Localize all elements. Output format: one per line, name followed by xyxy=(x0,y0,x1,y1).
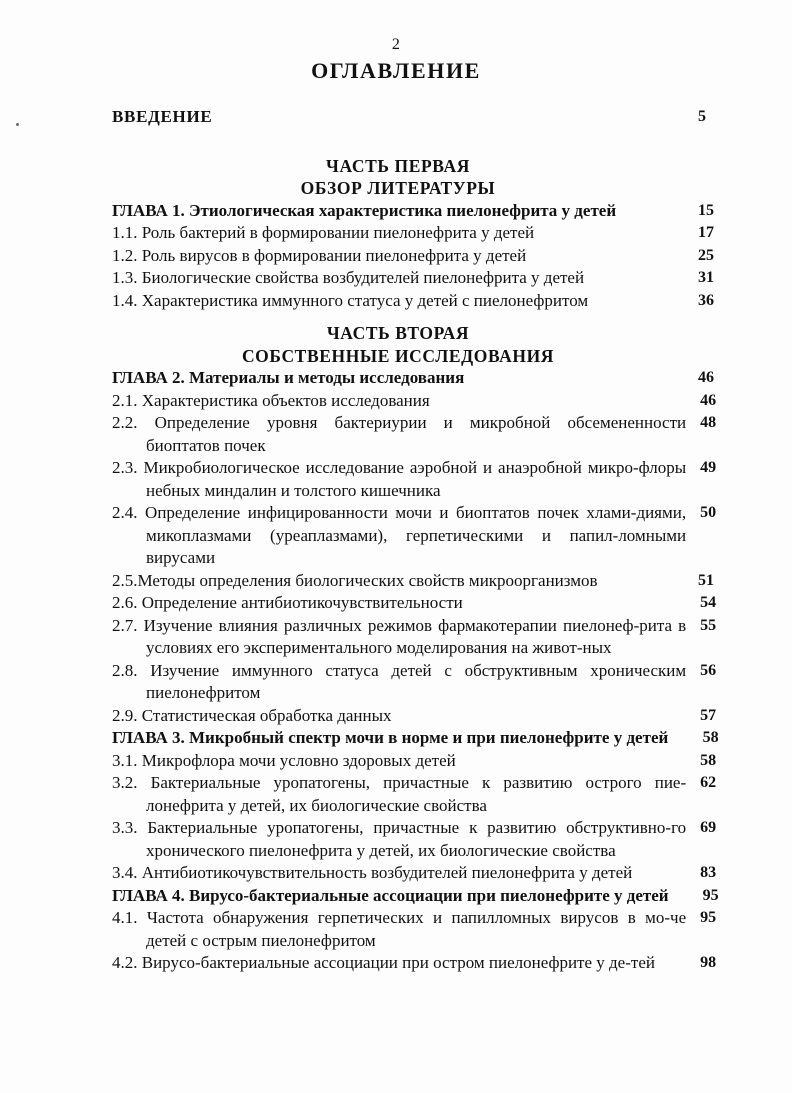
toc-entry-page: 95 xyxy=(702,886,719,904)
spacer xyxy=(112,312,736,320)
toc-entry-page: 15 xyxy=(698,201,714,219)
toc-entry-page: 58 xyxy=(700,751,717,769)
toc-entry-page: 49 xyxy=(700,459,717,476)
toc-entry-label: 4.1. Частота обнаружения герпетических и папилломных вирусов в мо-че детей с острым пиелонефритом xyxy=(112,908,687,950)
part-two-headings xyxy=(112,322,736,367)
toc-entry-label: 1.3. Биологические свойства возбудителей пиелонефрита у детей xyxy=(112,268,585,287)
toc-entry-label: 2.7. Изучение влияния различных режимов фармакотерапии пиелонеф-рита в условиях его экспериментального моделирования на живот-ных xyxy=(112,615,687,657)
table-of-contents xyxy=(112,106,736,975)
toc-entry-chapter-2[interactable] xyxy=(112,367,736,390)
toc-entry-label: 3.2. Бактериальные уропатогены, причастные к развитию острого пие-лонефрита у детей, их биологические свойства xyxy=(112,773,687,815)
toc-entry-1-4[interactable] xyxy=(112,290,736,313)
toc-entry-introduction[interactable] xyxy=(112,106,736,129)
toc-entry-label: ГЛАВА 4. Вирусо-бактериальные ассоциации при пиелонефрите у детей xyxy=(112,885,669,905)
toc-entry-page: 95 xyxy=(700,909,717,926)
toc-entry-page: 17 xyxy=(698,224,714,241)
toc-entry-label: 1.4. Характеристика иммунного статуса у детей с пиелонефритом xyxy=(112,290,589,310)
toc-entry-page: 62 xyxy=(700,774,717,791)
toc-entry-page: 48 xyxy=(700,414,717,431)
toc-entry-3-1[interactable] xyxy=(112,750,736,773)
toc-entry-3-3[interactable] xyxy=(112,817,736,862)
toc-entry-page: 57 xyxy=(700,706,717,724)
toc-entry-label: 2.5.Методы определения биологических свойств микроорганизмов xyxy=(112,570,598,590)
toc-entry-2-6[interactable] xyxy=(112,592,736,615)
toc-entry-page: 54 xyxy=(700,594,717,611)
toc-entry-2-9[interactable] xyxy=(112,705,736,728)
toc-entry-1-1[interactable] xyxy=(112,222,736,245)
toc-entry-2-5[interactable] xyxy=(112,570,736,593)
page-number-header: 2 xyxy=(391,36,401,53)
toc-entry-label: 2.1. Характеристика объектов исследования xyxy=(112,390,430,410)
toc-entry-2-1[interactable] xyxy=(112,390,736,413)
toc-entry-label: 4.2. Вирусо-бактериальные ассоциации при остром пиелонефрите у де-тей xyxy=(112,953,655,972)
toc-entry-label: ГЛАВА 1. Этиологическая характеристика пиелонефрита у детей xyxy=(112,200,617,220)
toc-entry-label: ВВЕДЕНИЕ xyxy=(112,107,213,126)
toc-entry-label: 3.3. Бактериальные уропатогены, причастные к развитию обструктивно-го хронического пиелонефрита у детей, их биологические свойства xyxy=(112,818,687,860)
toc-entry-label: 1.1. Роль бактерий в формировании пиелонефрита у детей xyxy=(112,223,535,242)
toc-entry-chapter-1[interactable] xyxy=(112,200,736,223)
toc-entry-label: 3.4. Антибиотикочувствительность возбудителей пиелонефрита у детей xyxy=(112,863,633,882)
toc-entry-1-2[interactable] xyxy=(112,245,736,268)
toc-entry-3-4[interactable] xyxy=(112,862,736,885)
toc-entry-label: ГЛАВА 3. Микробный спектр мочи в норме и при пиелонефрите у детей xyxy=(112,728,669,747)
toc-entry-chapter-4[interactable] xyxy=(112,885,736,908)
part-two-heading-line1: ЧАСТЬ ВТОРАЯ xyxy=(326,323,470,343)
toc-entry-2-8[interactable] xyxy=(112,660,736,705)
toc-entry-4-2[interactable] xyxy=(112,952,736,975)
toc-entry-label: ГЛАВА 2. Материалы и методы исследования xyxy=(112,368,465,387)
toc-entry-page: 46 xyxy=(700,391,717,409)
toc-entry-page: 69 xyxy=(700,819,717,836)
toc-entry-2-2[interactable] xyxy=(112,412,736,457)
toc-entry-1-3[interactable] xyxy=(112,267,736,290)
toc-entry-page: 50 xyxy=(700,504,717,521)
toc-entry-4-1[interactable] xyxy=(112,907,736,952)
toc-entry-label: 3.1. Микрофлора мочи условно здоровых детей xyxy=(112,750,456,770)
part-one-heading-line2: ОБЗОР ЛИТЕРАТУРЫ xyxy=(300,178,496,198)
part-one-headings xyxy=(112,155,736,200)
toc-entry-page: 83 xyxy=(700,864,717,881)
toc-entry-page: 31 xyxy=(698,269,714,286)
toc-entry-label: 2.8. Изучение иммунного статуса детей с обструктивным хроническим пиелонефритом xyxy=(112,660,687,702)
toc-entry-label: 2.9. Статистическая обработка данных xyxy=(112,705,392,725)
toc-entry-2-7[interactable] xyxy=(112,615,736,660)
toc-entry-page: 98 xyxy=(700,954,717,971)
toc-entry-page: 55 xyxy=(700,616,717,634)
toc-entry-label: 2.3. Микробиологическое исследование аэробной и анаэробной микро-флоры небных миндалин и толстого кишечника xyxy=(112,458,687,500)
toc-entry-page: 56 xyxy=(700,661,717,679)
toc-entry-page: 46 xyxy=(698,369,714,386)
scan-speck-artifact xyxy=(16,123,19,126)
toc-entry-page: 36 xyxy=(698,291,714,309)
part-two-heading-line2: СОБСТВЕННЫЕ ИССЛЕДОВАНИЯ xyxy=(241,345,555,366)
toc-entry-2-4[interactable] xyxy=(112,502,736,570)
toc-entry-label: 1.2. Роль вирусов в формировании пиелонефрита у детей xyxy=(112,245,527,265)
toc-entry-page: 5 xyxy=(698,108,706,125)
page-title: ОГЛАВЛЕНИЕ xyxy=(311,58,481,83)
toc-entry-3-2[interactable] xyxy=(112,772,736,817)
toc-entry-label: 2.6. Определение антибиотикочувствительности xyxy=(112,593,463,612)
toc-entry-label: 2.2. Определение уровня бактериурии и микробной обсемененности биоптатов почек xyxy=(112,413,687,455)
toc-entry-page: 58 xyxy=(702,729,719,746)
toc-entry-chapter-3[interactable] xyxy=(112,727,736,750)
toc-entry-2-3[interactable] xyxy=(112,457,736,502)
toc-entry-page: 51 xyxy=(698,571,714,589)
toc-entry-page: 25 xyxy=(698,246,714,264)
part-one-heading-line1: ЧАСТЬ ПЕРВАЯ xyxy=(326,155,470,176)
toc-entry-label: 2.4. Определение инфицированности мочи и биоптатов почек хлами-диями, микоплазмами (уреаплазмами), герпетическими и папил-ломными вирусами xyxy=(112,503,687,567)
